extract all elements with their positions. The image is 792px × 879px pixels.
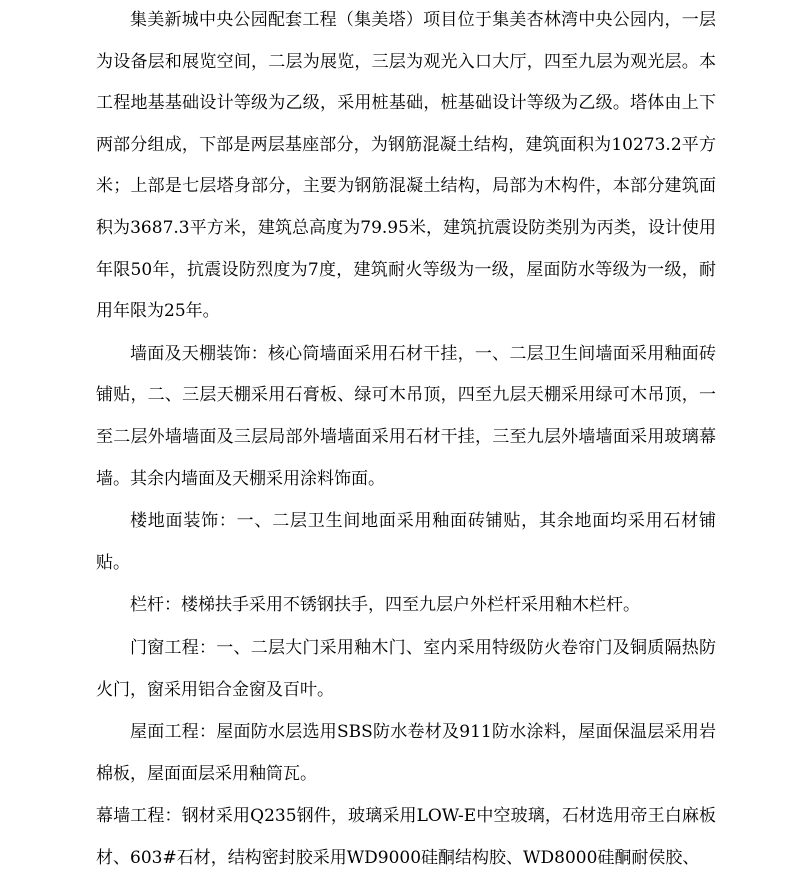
paragraph-wall-ceiling-decoration: 墙面及天棚装饰：核心筒墙面采用石材干挂，一、二层卫生间墙面采用釉面砖铺贴，二、三层天棚采用石膏板、绿可木吊顶，四至九层天棚采用绿可木吊顶，一至二层外墙墙面及三层局部外墙墙面采用石材干挂，三至九层外墙墙面采用玻璃幕墙。其余内墙面及天棚采用涂料饰面。 — [96, 343, 716, 489]
paragraph-doors-windows: 门窗工程：一、二层大门采用釉木门、室内采用特级防火卷帘门及铜质隔热防火门，窗采用铝合金窗及百叶。 — [96, 637, 716, 700]
document-page — [96, 0, 716, 879]
paragraph-curtain-wall: 幕墙工程：钢材采用Q235钢件，玻璃采用LOW-E中空玻璃，石材选用帝王白麻板材、603#石材，结构密封胶采用WD9000硅酮结构胶、WD8000硅酮耐侯胶、 — [96, 806, 716, 868]
paragraph-roofing: 屋面工程：屋面防水层选用SBS防水卷材及911防水涂料，屋面保温层采用岩棉板，屋面面层采用釉筒瓦。 — [96, 722, 716, 784]
paragraph-railings: 栏杆：楼梯扶手采用不锈钢扶手，四至九层户外栏杆采用釉木栏杆。 — [130, 595, 640, 616]
paragraph-project-overview: 集美新城中央公园配套工程（集美塔）项目位于集美杏林湾中央公园内，一层为设备层和展览空间，二层为展览，三层为观光入口大厅，四至九层为观光层。本工程地基基础设计等级为乙级，采用桩基础，桩基础设计等级为乙级。塔体由上下两部分组成，下部是两层基座部分，为钢筋混凝土结构，建筑面积为10273.2平方米；上部是七层塔身部分，主要为钢筋混凝土结构，局部为木构件，本部分建筑面积为3687.3平方米，建筑总高度为79.95米，建筑抗震设防类别为丙类，设计使用年限50年，抗震设防烈度为7度，建筑耐火等级为一级，屋面防水等级为一级，耐用年限为25年。 — [96, 10, 716, 322]
paragraph-floor-decoration: 楼地面装饰：一、二层卫生间地面采用釉面砖铺贴，其余地面均采用石材铺贴。 — [96, 511, 716, 573]
